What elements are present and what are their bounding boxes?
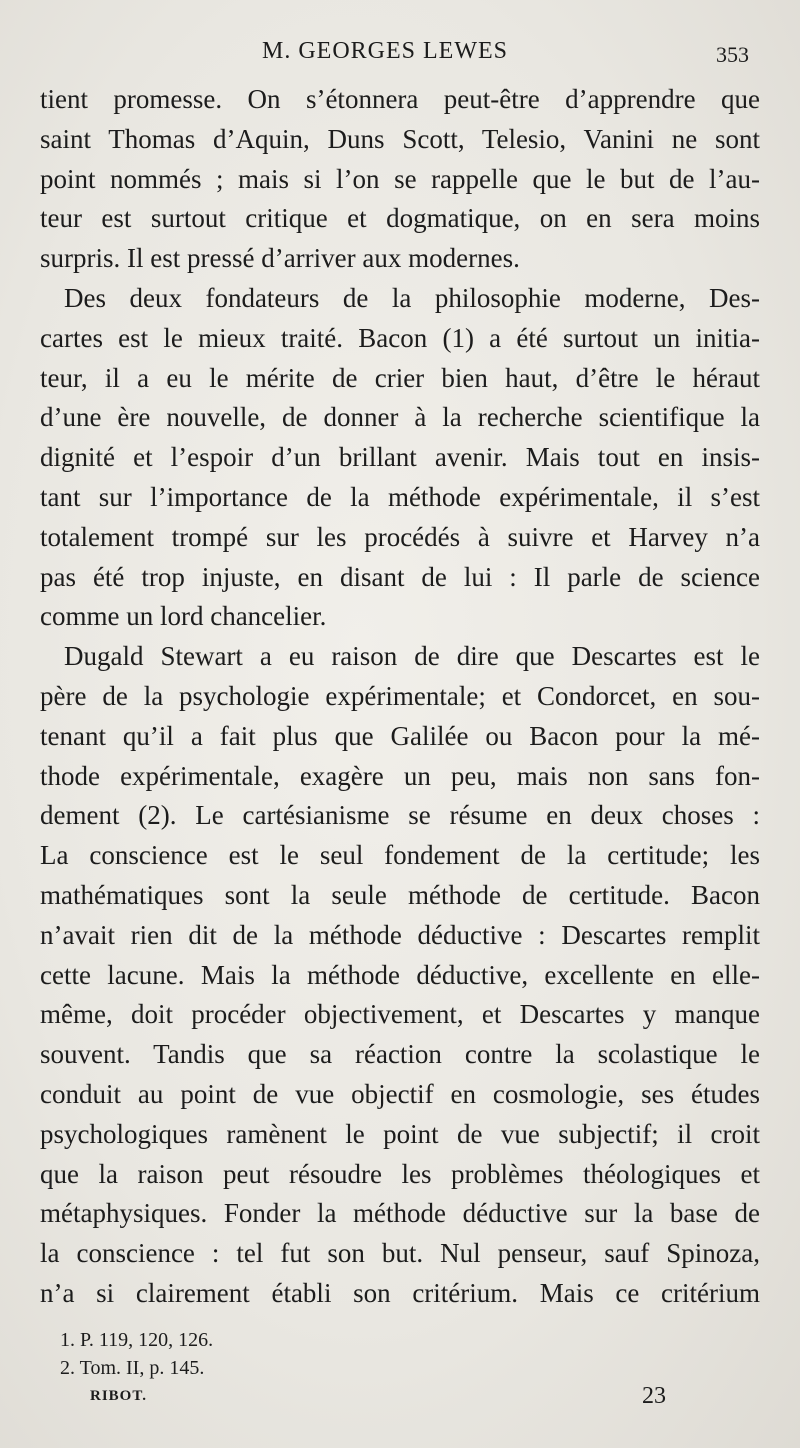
- text-line: surpris. Il est pressé d’arriver aux modernes.: [40, 243, 520, 274]
- text-line: père de la psychologie expérimentale; et Condorcet, en sou-: [40, 680, 760, 711]
- text-line: mathématiques sont la seule méthode de certitude. Bacon: [40, 879, 760, 910]
- text-line: totalement trompé sur les procédés à suivre et Harvey n’a: [40, 521, 760, 552]
- text-line: thode expérimentale, exagère un peu, mais non sans fon-: [40, 760, 760, 791]
- text-line: que la raison peut résoudre les problèmes théologiques et: [40, 1158, 760, 1189]
- text-line: n’avait rien dit de la méthode déductive : Descartes remplit: [40, 919, 760, 950]
- text-line: point nommés ; mais si l’on se rappelle que le but de l’au-: [40, 163, 760, 194]
- signature-number: 23: [642, 1383, 666, 1409]
- text-line: la conscience : tel fut son but. Nul penseur, sauf Spinoza,: [40, 1238, 760, 1269]
- text-line: dignité et l’espoir d’un brillant avenir. Mais tout en insis-: [40, 442, 760, 473]
- text-line: pas été trop injuste, en disant de lui : Il parle de science: [40, 561, 760, 592]
- text-line: tient promesse. On s’étonnera peut-être d’apprendre que: [40, 84, 760, 114]
- text-line: métaphysiques. Fonder la méthode déductive sur la base de: [40, 1198, 760, 1229]
- text-line: d’une ère nouvelle, de donner à la recherche scientifique la: [40, 402, 760, 433]
- text-line: comme un lord chancelier.: [40, 601, 327, 632]
- text-line: souvent. Tandis que sa réaction contre la scolastique le: [40, 1039, 760, 1070]
- footnote-1: 1. P. 119, 120, 126.: [60, 1329, 214, 1351]
- text-line: Dugald Stewart a eu raison de dire que Descartes est le: [64, 641, 760, 672]
- text-line: conduit au point de vue objectif en cosmologie, ses études: [40, 1078, 760, 1109]
- text-line: cette lacune. Mais la méthode déductive, excellente en elle-: [40, 959, 760, 990]
- text-line: saint Thomas d’Aquin, Duns Scott, Telesio, Vanini ne sont: [40, 123, 760, 154]
- text-line: cartes est le mieux traité. Bacon (1) a été surtout un initia-: [40, 322, 760, 353]
- text-line: dement (2). Le cartésianisme se résume en deux choses :: [40, 800, 760, 831]
- text-line: tant sur l’importance de la méthode expérimentale, il s’est: [40, 481, 760, 512]
- footnotes: [60, 1326, 213, 1382]
- text-line: La conscience est le seul fondement de la certitude; les: [40, 840, 760, 871]
- running-head: [0, 38, 800, 78]
- text-line: teur, il a eu le mérite de crier bien haut, d’être le héraut: [40, 362, 760, 393]
- running-title: M. GEORGES LEWES: [262, 38, 508, 64]
- text-line: même, doit procéder objectivement, et Descartes y manque: [40, 999, 760, 1030]
- body-text: [40, 80, 760, 1314]
- page-number: 353: [716, 42, 749, 67]
- text-line: tenant qu’il a fait plus que Galilée ou Bacon pour la mé-: [40, 720, 760, 751]
- text-line: teur est surtout critique et dogmatique, on en sera moins: [40, 203, 760, 234]
- text-line: Des deux fondateurs de la philosophie moderne, Des-: [64, 282, 760, 313]
- text-line: psychologiques ramènent le point de vue subjectif; il croit: [40, 1118, 760, 1149]
- footnote-2: 2. Tom. II, p. 145.: [60, 1357, 205, 1379]
- text-line: n’a si clairement établi son critérium. Mais ce critérium: [40, 1277, 760, 1308]
- signature-mark: RIBOT.: [90, 1388, 147, 1404]
